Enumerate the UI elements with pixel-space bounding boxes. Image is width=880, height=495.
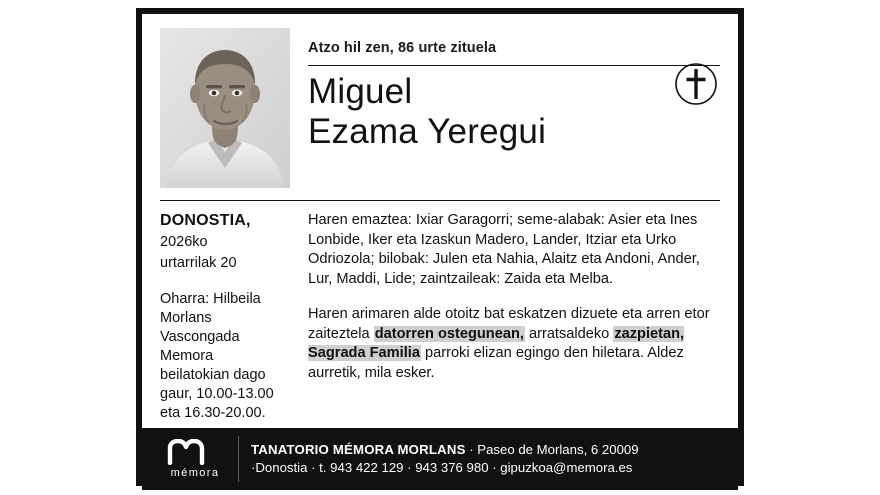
memora-logo bbox=[152, 436, 239, 482]
notice-content bbox=[142, 14, 738, 428]
header-divider bbox=[308, 65, 720, 66]
footer-line-2: ·Donostia · t. 943 422 129 · 943 376 980 · gipuzkoa@memora.es bbox=[251, 459, 633, 475]
section-divider bbox=[160, 200, 720, 201]
service-text-mid: arratsaldeko bbox=[524, 325, 614, 342]
text-column bbox=[290, 211, 720, 424]
place-and-date-column bbox=[160, 211, 290, 424]
christian-cross-icon bbox=[674, 62, 718, 106]
death-announcement-line: Atzo hil zen, 86 urte zituela bbox=[308, 40, 497, 56]
deceased-first-name: Miguel bbox=[308, 72, 413, 112]
footer-line-1 bbox=[251, 441, 639, 459]
funeral-home-name: TANATORIO MÉMORA MORLANS bbox=[251, 441, 466, 457]
footer-contact-info bbox=[239, 441, 639, 477]
service-text-pre: Haren arimaren alde otoitz bat eskatzen dizuete eta arren etor zaiteztela bbox=[308, 306, 710, 342]
memora-wordmark: mémora bbox=[170, 466, 220, 479]
deceased-surnames: Ezama Yeregui bbox=[308, 111, 547, 151]
funeral-home-footer bbox=[142, 428, 738, 490]
wake-note: Oharra: Hilbeila Morlans Vascongada Memora beilatokian dago gaur, 10.00-13.00 eta 16.30-20.00. bbox=[160, 290, 274, 422]
portrait-photo bbox=[160, 28, 290, 188]
deceased-name bbox=[308, 72, 720, 150]
service-paragraph bbox=[308, 305, 720, 383]
service-highlight-day: datorren ostegunean, bbox=[374, 325, 524, 342]
notice-body bbox=[160, 211, 720, 424]
notice-header bbox=[160, 28, 720, 188]
funeral-home-address: · Paseo de Morlans, 6 20009 bbox=[465, 441, 639, 457]
city-label: DONOSTIA, bbox=[160, 212, 251, 229]
date-year: 2026ko bbox=[160, 234, 208, 250]
memora-m-logo bbox=[164, 439, 226, 465]
family-paragraph: Haren emaztea: Ixiar Garagorri; seme-alabak: Asier eta Ines Lonbide, Iker eta Izaskun Madero, Lander, Itziar eta Urko Odriozola; bilobak: Julen eta Nahia, Alaitz eta Andoni, Ander, Lur, Maddi, Lide; zaintzaileak: Zaida eta Melba. bbox=[308, 212, 700, 287]
name-block bbox=[290, 28, 720, 151]
service-highlight-time-place: zazpietan, Sagrada Familia bbox=[308, 325, 685, 362]
service-text-post: parroki elizan egingo den hiletara. Aldez aurretik, mila esker. bbox=[308, 345, 684, 381]
obituary-notice-card bbox=[136, 8, 744, 486]
date-day: urtarrilak 20 bbox=[160, 254, 237, 271]
